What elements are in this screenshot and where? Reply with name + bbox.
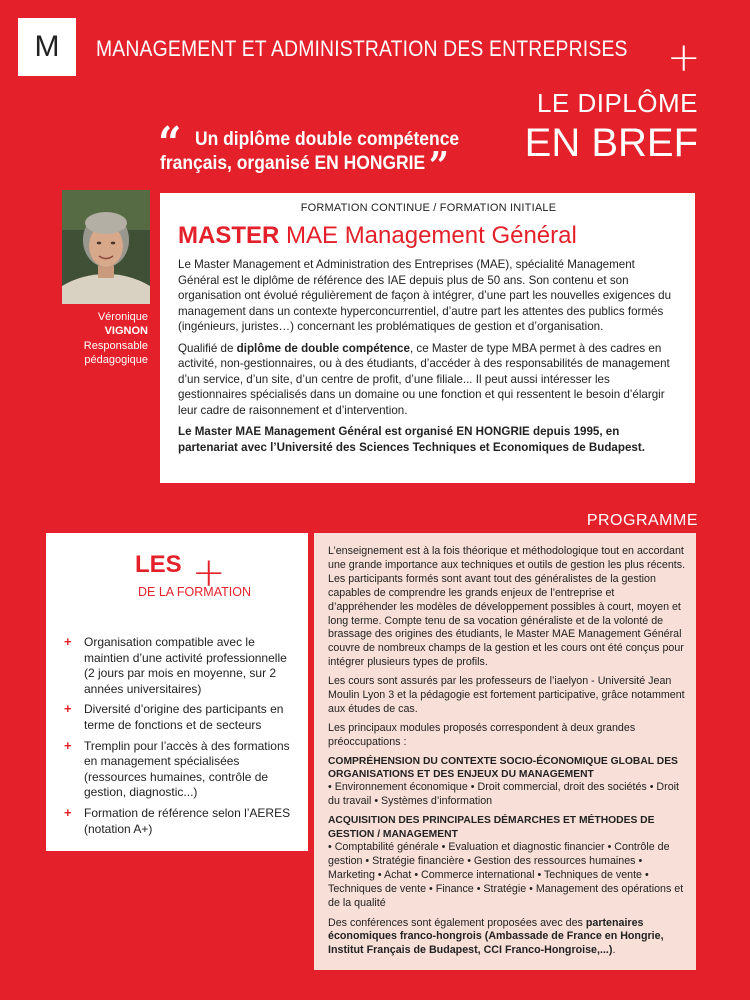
- person-first-name: Véronique: [97, 311, 148, 323]
- master-title-bold: MASTER: [178, 222, 280, 249]
- portrait-image: [62, 190, 150, 304]
- list-item-text: Diversité d’origine des participants en terme de fonctions et de secteurs: [84, 702, 284, 732]
- pull-quote: “ Un diplôme double compétence français, organisé EN HONGRIE”: [158, 118, 460, 188]
- programme-paragraph: Les cours sont assurés par les professeurs de l’iaelyon - Université Jean Moulin Lyon 3 et la pédagogie est fortement participative, grâce notamment aux études de cas.: [328, 675, 685, 715]
- les-subtitle: DE LA FORMATION: [138, 585, 251, 599]
- master-paragraph: [178, 341, 679, 419]
- list-item-text: Tremplin pour l’accès à des formations en management spécialisées (ressources humaines, contrôle de gestion, diagnostic...): [84, 738, 290, 800]
- diploma-heading-line1: LE DIPLÔME: [536, 88, 698, 118]
- quote-line2: français, organisé EN HONGRIE: [160, 152, 426, 174]
- plus-bullet-icon: +: [64, 634, 72, 649]
- text-run: Qualifié de: [178, 341, 237, 355]
- text-run-bold: diplôme de double compétence: [236, 341, 410, 355]
- diploma-heading: [525, 88, 698, 166]
- text-run-bold: partenaires économiques franco-hongrois (Ambassade de France en Hongrie, Institut Français de Budapest, CCI Franco-Hongroise,...): [328, 916, 664, 957]
- programme-paragraph: Les principaux modules proposés correspondent à deux grandes préoccupations :: [328, 721, 636, 748]
- plus-icon: +: [667, 35, 701, 81]
- diploma-heading-line2: EN BREF: [524, 121, 698, 165]
- section-letter-badge: [18, 18, 76, 76]
- plus-icon: +: [192, 550, 226, 596]
- formation-type: FORMATION CONTINUE / FORMATION INITIALE: [300, 202, 557, 214]
- plus-bullet-icon: +: [64, 701, 72, 717]
- les-plus-heading: [64, 547, 294, 609]
- conferences-paragraph: [328, 917, 686, 959]
- text-run: .: [612, 944, 616, 957]
- person-role: Responsable pédagogique: [83, 339, 148, 366]
- list-item: [64, 702, 294, 733]
- advantages-list: [64, 635, 294, 837]
- master-description-card: [160, 193, 695, 483]
- open-quote-icon: “: [158, 118, 182, 169]
- les-plus-card: [46, 533, 308, 851]
- list-item: [64, 635, 294, 697]
- section-letter: M: [34, 30, 60, 63]
- quote-line1: Un diplôme double compétence: [194, 129, 460, 150]
- module-topics: • Comptabilité générale • Evaluation et diagnostic financier • Contrôle de gestion • Stratégie financière • Gestion des ressources humaines • Marketing • Achat • Commerce international • Techniques de vente • Techniques de vente • Finance • Stratégie • Management des opérations et de la qualité: [328, 841, 684, 909]
- plus-bullet-icon: +: [64, 804, 72, 820]
- programme-heading: PROGRAMME: [586, 512, 698, 529]
- les-word: LES: [135, 551, 182, 578]
- master-title-rest: MAE Management Général: [279, 222, 577, 249]
- master-title: [178, 222, 679, 250]
- plus-bullet-icon: +: [64, 737, 72, 753]
- text-run: Des conférences sont également proposées avec des: [328, 916, 586, 929]
- list-item: [64, 739, 294, 801]
- portrait-photo: [62, 190, 150, 304]
- list-item: [64, 806, 294, 837]
- master-paragraph-highlight: Le Master MAE Management Général est organisé EN HONGRIE depuis 1995, en partenariat avec l’Université des Sciences Techniques et Economiques de Budapest.: [178, 425, 645, 454]
- module-topics: • Environnement économique • Droit commercial, droit des sociétés • Droit du travail • Systèmes d’information: [328, 781, 679, 808]
- programme-paragraph: L’enseignement est à la fois théorique et méthodologique tout en accordant une grande importance aux techniques et outils de gestion les plus récents. Les participants formés sont avant tout des généralistes de la gestion capables de comprendre les grands enjeux de l’entreprise et d’appréhender les modèles de développement possibles à court, moyen et long terme. Compte tenu de sa vocation généraliste et de la volonté de brassage des origines des étudiants, le Master MAE Management Général couvre de nombreux champs de la gestion et les cours ont été conçus pour intégrer plusieurs types de profils.: [328, 545, 686, 669]
- list-item-text: Organisation compatible avec le maintien d’une activité professionnelle (2 jours par mois en moyenne, sur 2 années universitaires): [84, 635, 287, 696]
- master-paragraph: Le Master Management et Administration des Entreprises (MAE), spécialité Management Général est le diplôme de référence des IAE depuis plus de 50 ans. Son contenu et son organisation ont évolué régulièrement de façon à intégrer, d’une part les nouvelles exigences du management dans un contexte hyperconcurrentiel, d’autre part les attentes des publics formés (ingénieurs, juristes…) concernant les problématiques de gestion et d’organisation.: [178, 258, 672, 334]
- module-heading: COMPRÉHENSION DU CONTEXTE SOCIO-ÉCONOMIQUE GLOBAL DES ORGANISATIONS ET DES ENJEUX DU MANAGEMENT: [328, 755, 678, 781]
- text-run: , ce Master de type MBA permet à des cadres en activité, non-gestionnaires, ou à des étudiants, d’accéder à des responsabilités de management d’un service, d’un site, d’un centre de profit, d’une filiale... Il peut aussi intéresser les gestionnaires spécialisés dans un domaine ou une fonction et qui ressentent le besoin d’élargir leur cadre de raisonnement et d’intervention.: [178, 341, 670, 417]
- list-item-text: Formation de référence selon l’AERES (notation A+): [84, 805, 291, 836]
- person-caption: [50, 310, 148, 367]
- module-heading: ACQUISITION DES PRINCIPALES DÉMARCHES ET MÉTHODES DE GESTION / MANAGEMENT: [328, 815, 655, 840]
- person-last-name: VIGNON: [104, 325, 148, 338]
- programme-card: [314, 533, 696, 970]
- section-title: MANAGEMENT ET ADMINISTRATION DES ENTREPRISES: [96, 36, 628, 61]
